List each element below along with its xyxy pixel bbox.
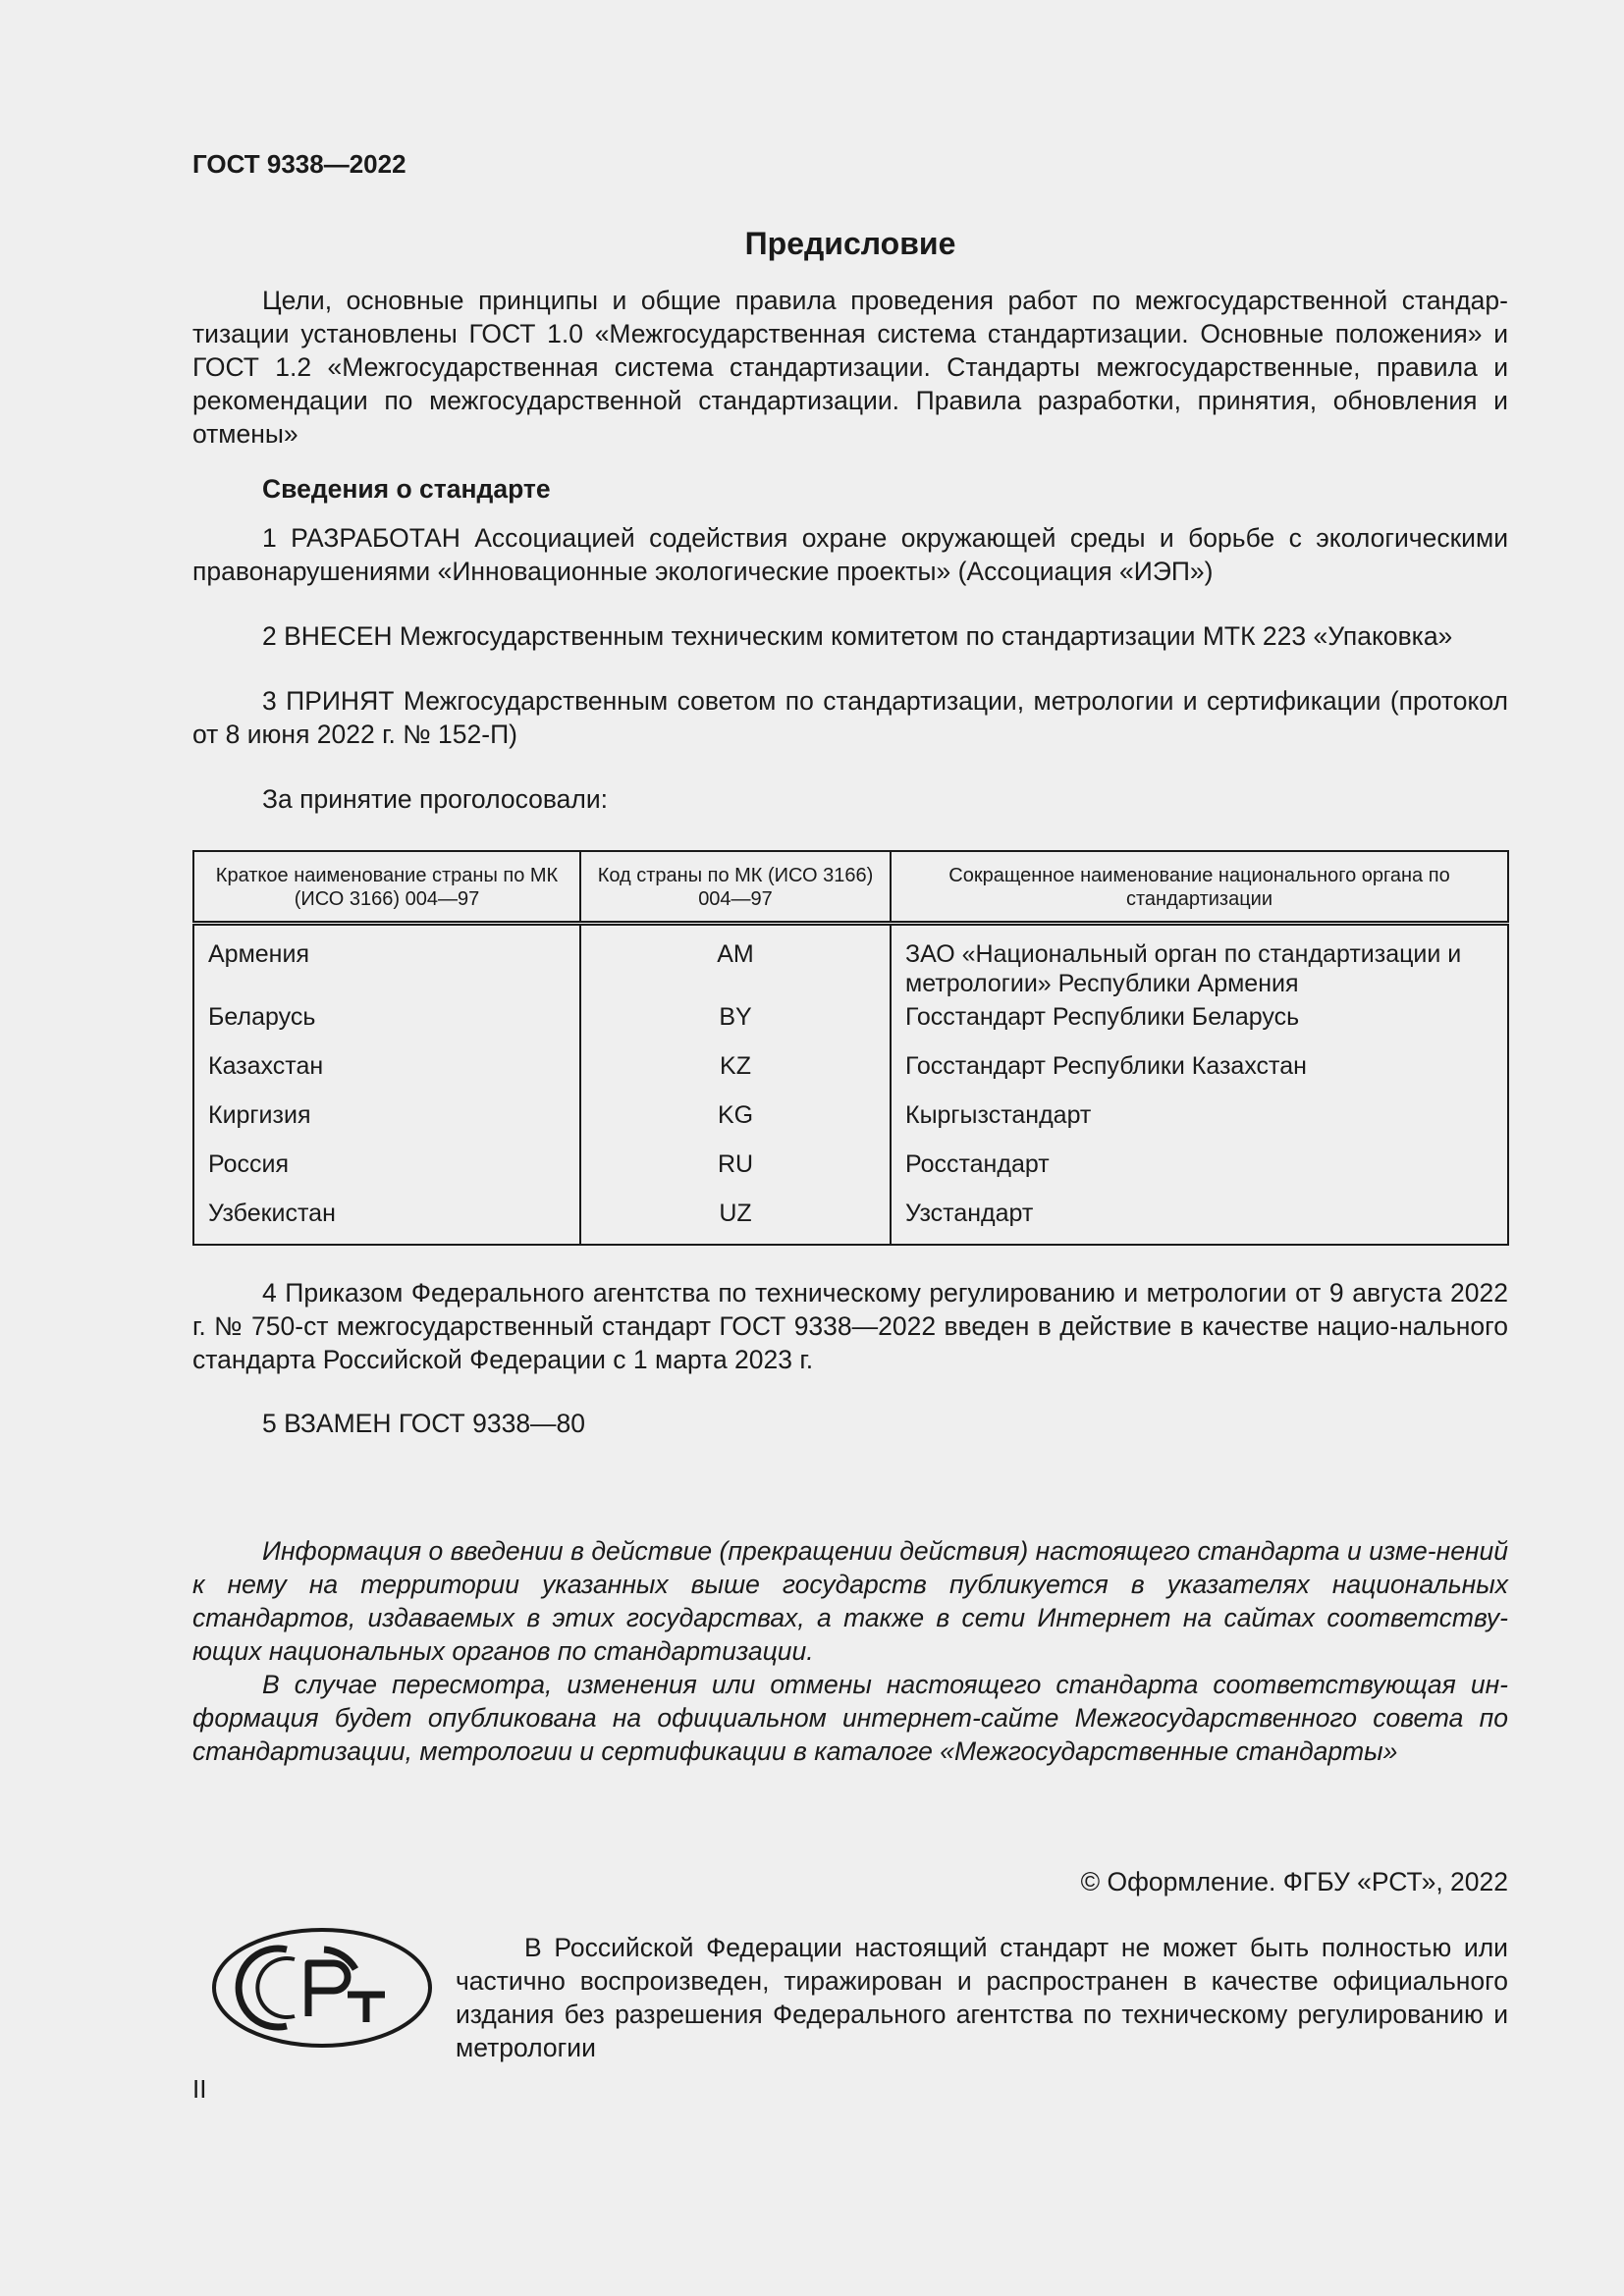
note-2: В случае пересмотра, изменения или отмены настоящего стандарта соответствующая ин-формация будет опубликована на официальном интернет-сайте Межгосударственного совета по стандартизации, метрологии и сертификации в каталоге «Межгосударственные стандарты» (192, 1670, 1508, 1766)
countries-table (192, 850, 1509, 1246)
notice-text: В Российской Федерации настоящий стандарт не может быть полностью или частично воспроизведен, тиражирован и распространен в качестве официального издания без разрешения Федерального агентства по техническому регулированию и метрологии (456, 1933, 1508, 2062)
table-header-row (193, 851, 1508, 924)
item-4-text: 4 Приказом Федерального агентства по техническому регулированию и метрологии от 9 августа 2022 г. № 750-ст межгосударственный стандарт ГОСТ 9338—2022 введен в действие в качестве нацио-нального стандарта Российской Федерации с 1 марта 2023 г. (192, 1278, 1508, 1374)
country-name: Киргизия (208, 1101, 311, 1129)
intro-text: Цели, основные принципы и общие правила проведения работ по межгосударственной стандар-тизации установлены ГОСТ 1.0 «Межгосударственная система стандартизации. Основные положения» и ГОСТ 1.2 «Межгосударственная система стандартизации. Стандарты межгосударственные, правила и рекомендации по межгосударственной стандартизации. Правила разработки, принятия, обновления и отмены» (192, 286, 1508, 449)
item-5 (192, 1407, 1508, 1440)
column-header: Сокращенное наименование национального органа по стандартизации (891, 851, 1508, 924)
copyright-notice (456, 1931, 1508, 2064)
table-row (193, 1002, 1508, 1051)
table-row (193, 924, 1508, 1003)
country-name: Россия (208, 1150, 289, 1178)
country-name: Беларусь (208, 1003, 316, 1031)
column-header: Код страны по МК (ИСО 3166) 004—97 (580, 851, 891, 924)
standards-body: Росстандарт (891, 1149, 1508, 1199)
country-name: Армения (208, 940, 309, 968)
country-code: KZ (580, 1051, 891, 1100)
country-name: Казахстан (208, 1052, 324, 1080)
page-title: Предисловие (744, 226, 956, 261)
copyright-text: © Оформление. ФГБУ «РСТ», 2022 (1080, 1867, 1508, 1896)
country-name: Узбекистан (208, 1200, 336, 1227)
voted-text: За принятие проголосовали: (262, 784, 609, 814)
voted-label (192, 782, 1508, 816)
standards-body: Госстандарт Республики Беларусь (891, 1002, 1508, 1051)
notes-block (192, 1534, 1508, 1768)
standards-body: Кыргызстандарт (891, 1100, 1508, 1149)
standards-body: Узстандарт (891, 1199, 1508, 1245)
rst-logo-icon (210, 1926, 434, 2050)
item-3-text: 3 ПРИНЯТ Межгосударственным советом по стандартизации, метрологии и сертификации (протокол от 8 июня 2022 г. № 152-П) (192, 686, 1508, 749)
item-1-text: 1 РАЗРАБОТАН Ассоциацией содействия охране окружающей среды и борьбе с экологическими правонарушениями «Инновационные экологические проекты» (Ассоциация «ИЭП») (192, 523, 1508, 586)
document-code: ГОСТ 9338—2022 (192, 149, 406, 179)
note-1: Информация о введении в действие (прекращении действия) настоящего стандарта и изме-нений к нему на территории указанных выше государств публикуется в указателях национальных стандартов, издаваемых в этих государствах, а также в сети Интернет на сайтах соответству-ющих национальных органов по стандартизации. (192, 1536, 1508, 1666)
table-row (193, 1100, 1508, 1149)
item-2 (192, 619, 1508, 653)
country-code: RU (580, 1149, 891, 1199)
item-1 (192, 521, 1508, 588)
country-code: BY (580, 1002, 891, 1051)
intro-paragraph (192, 284, 1508, 451)
column-header: Краткое наименование страны по МК (ИСО 3166) 004—97 (193, 851, 580, 924)
country-code: AM (580, 924, 891, 1003)
page-number: II (192, 2074, 207, 2104)
country-code: UZ (580, 1199, 891, 1245)
table-row (193, 1051, 1508, 1100)
item-2-text: 2 ВНЕСЕН Межгосударственным техническим комитетом по стандартизации МТК 223 «Упаковка» (262, 621, 1453, 651)
item-3 (192, 684, 1508, 751)
table-row (193, 1199, 1508, 1245)
table-row (193, 1149, 1508, 1199)
standards-body: Госстандарт Республики Казахстан (891, 1051, 1508, 1100)
info-heading: Сведения о стандарте (262, 474, 551, 504)
standards-body: ЗАО «Национальный орган по стандартизации и метрологии» Республики Армения (891, 924, 1508, 1003)
item-5-text: 5 ВЗАМЕН ГОСТ 9338—80 (262, 1409, 586, 1438)
item-4 (192, 1276, 1508, 1376)
country-code: KG (580, 1100, 891, 1149)
